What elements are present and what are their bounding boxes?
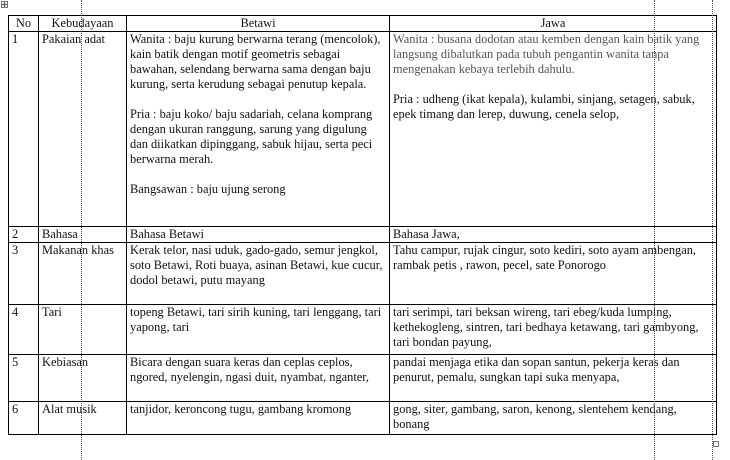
- header-betawi: Betawi: [127, 16, 390, 32]
- culture-name: Tari: [39, 305, 127, 355]
- margin-guide-line: [712, 0, 713, 460]
- table-row: [9, 32, 717, 227]
- row-number: 6: [9, 402, 39, 435]
- row-number: 3: [9, 243, 39, 305]
- column-guide-line: [81, 0, 82, 460]
- row-number: 2: [9, 227, 39, 243]
- jawa-cell: pandai menjaga etika dan sopan santun, pekerja keras dan penurut, pemalu, sungkan tapi suka menyapa,: [390, 355, 717, 402]
- culture-comparison-table: [8, 15, 717, 435]
- betawi-women-text: Wanita : baju kurung berwarna terang (mencolok), kain batik dengan motif geometris sebagai bawahan, selendang berwarna sama dengan baju kurung, serta kerudung sebagai penutup kepala.: [130, 32, 381, 91]
- culture-name: Kebiasan: [39, 355, 127, 402]
- table-header-row: [9, 16, 717, 32]
- betawi-cell: tanjidor, keroncong tugu, gambang kromong: [127, 402, 390, 435]
- culture-name: Bahasa: [39, 227, 127, 243]
- header-jawa: Jawa: [390, 16, 717, 32]
- jawa-cell: [390, 32, 717, 227]
- jawa-cell: Tahu campur, rujak cingur, soto kediri, soto ayam ambengan, rambak petis , rawon, pecel, sate Ponorogo: [390, 243, 717, 305]
- header-no: No: [9, 16, 39, 32]
- culture-name: Makanan khas: [39, 243, 127, 305]
- jawa-cell: Bahasa Jawa,: [390, 227, 717, 243]
- jawa-men-text: Pria : udheng (ikat kepala), kulambi, sinjang, setagen, sabuk, epek timang dan lerep, duwung, cenela selop,: [393, 92, 695, 121]
- table-row: [9, 355, 717, 402]
- culture-name: Alat musik: [39, 402, 127, 435]
- header-culture: Kebudayaan: [39, 16, 127, 32]
- jawa-cell: tari serimpi, tari beksan wireng, tari ebeg/kuda lumping, kethekogleng, sintren, tari bedhaya ketawang, tari gambyong, tari bondan payung,: [390, 305, 717, 355]
- table-row: [9, 227, 717, 243]
- betawi-cell: [127, 32, 390, 227]
- row-number: 4: [9, 305, 39, 355]
- table-row: [9, 243, 717, 305]
- table-move-handle-icon[interactable]: [1, 1, 8, 8]
- jawa-cell: gong, siter, gambang, saron, kenong, slentehem kendang, bonang: [390, 402, 717, 435]
- table-row: [9, 305, 717, 355]
- column-guide-line: [654, 0, 655, 460]
- culture-name: Pakaian adat: [39, 32, 127, 227]
- betawi-cell: Bicara dengan suara keras dan ceplas ceplos, ngored, nyelengin, ngasi duit, nyambat, nganter,: [127, 355, 390, 402]
- row-number: 1: [9, 32, 39, 227]
- row-number: 5: [9, 355, 39, 402]
- jawa-women-text: Wanita : busana dodotan atau kemben dengan kain batik yang langsung dibalutkan pada tubuh pengantin wanita tanpa mengenakan kebaya terlebih dahulu.: [393, 32, 700, 76]
- betawi-nobles-text: Bangsawan : baju ujung serong: [130, 182, 286, 196]
- table-row: [9, 402, 717, 435]
- betawi-men-text: Pria : baju koko/ baju sadariah, celana komprang dengan ukuran ranggung, sarung yang digulung dan diikatkan dipinggang, sabuk hijau, serta peci berwarna merah.: [130, 107, 373, 166]
- table-resize-handle-icon[interactable]: [713, 441, 719, 447]
- betawi-cell: Bahasa Betawi: [127, 227, 390, 243]
- betawi-cell: Kerak telor, nasi uduk, gado-gado, semur jengkol, soto Betawi, Roti buaya, asinan Betawi, kue cucur, dodol betawi, putu mayang: [127, 243, 390, 305]
- betawi-cell: topeng Betawi, tari sirih kuning, tari lenggang, tari yapong, tari: [127, 305, 390, 355]
